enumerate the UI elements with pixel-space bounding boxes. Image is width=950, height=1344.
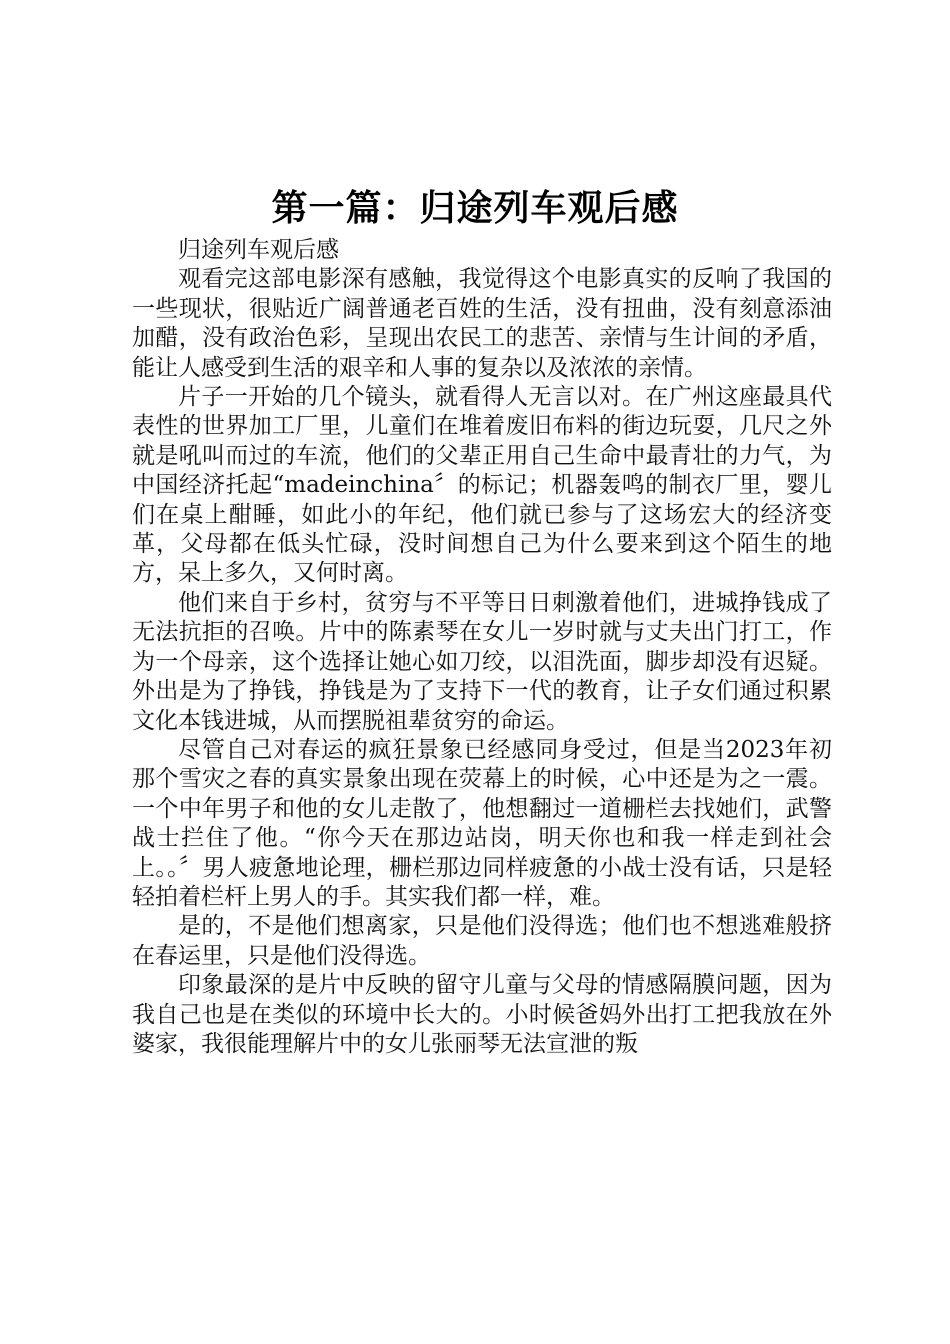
paragraph: 他们来自于乡村，贫穷与不平等日日刺激着他们，进城挣钱成了无法抗拒的召唤。片中的陈素琴在女儿一岁时就与丈夫出门打工，作为一个母亲，这个选择让她心如刀绞，以泪洗面，脚步却没有迟疑。外出是为了挣钱，挣钱是为了支持下一代的教育，让子女们通过积累文化本钱进城，从而摆脱祖辈贫穷的命运。: [132, 589, 832, 734]
paragraph: 片子一开始的几个镜头，就看得人无言以对。在广州这座最具代表性的世界加工厂里，儿童们在堆着废旧布料的街边玩耍，几尺之外就是吼叫而过的车流，他们的父辈正用自己生命中最青壮的力气，为中国经济托起“madeinchina〞的标记；机器轰鸣的制衣厂里，婴儿们在桌上酣睡，如此小的年纪，他们就已参与了这场宏大的经济变革，父母都在低头忙碌，没时间想自己为什么要来到这个陌生的地方，呆上多久，又何时离。: [132, 384, 832, 587]
paragraph: 印象最深的是片中反映的留守儿童与父母的情感隔膜问题，因为我自己也是在类似的环境中长大的。小时候爸妈外出打工把我放在外婆家，我很能理解片中的女儿张丽琴无法宣泄的叛: [132, 972, 832, 1057]
document-title: 第一篇：归途列车观后感: [271, 187, 679, 229]
paragraph: 是的，不是他们想离家，只是他们没得选；他们也不想逃难般挤在春运里，只是他们没得选。: [132, 913, 832, 969]
paragraph-subtitle: 归途列车观后感: [178, 237, 339, 263]
paragraph: 观看完这部电影深有感触，我觉得这个电影真实的反响了我国的一些现状，很贴近广阔普通老百姓的生活，没有扭曲，没有刻意添油加醋，没有政治色彩，呈现出农民工的悲苦、亲情与生计间的矛盾，能让人感受到生活的艰辛和人事的复杂以及浓浓的亲情。: [132, 266, 832, 381]
paragraph: 尽管自己对春运的疯狂景象已经感同身受过，但是当2023年初那个雪灾之春的真实景象出现在荧幕上的时候，心中还是为之一震。一个中年男子和他的女儿走散了，他想翻过一道栅栏去找她们，武警战士拦住了他。“你今天在那边站岗，明天你也和我一样走到社会上。。〞男人疲惫地论理，栅栏那边同样疲惫的小战士没有话，只是轻轻拍着栏杆上男人的手。其实我们都一样，难。: [132, 736, 832, 910]
document-body: [132, 236, 832, 1059]
